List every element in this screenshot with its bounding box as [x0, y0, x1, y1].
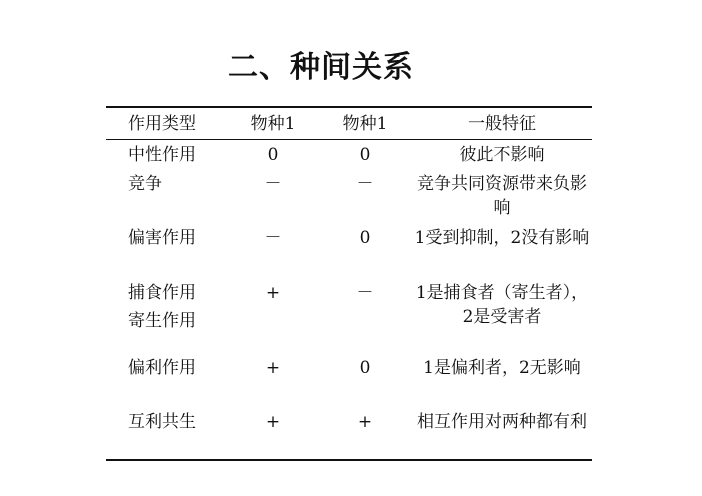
row-species-a: + — [265, 358, 281, 378]
header-type: 作用类型 — [128, 114, 196, 134]
row-species-b: － — [356, 283, 374, 303]
header-species-b: 物种1 — [342, 114, 388, 134]
row-species-b: 0 — [359, 228, 371, 248]
row-species-b: + — [357, 412, 373, 432]
row-type: 偏利作用 — [128, 358, 196, 378]
row-feature: 1是捕食者（寄生者），2是受害者 — [415, 283, 589, 327]
row-type: 互利共生 — [128, 412, 196, 432]
table-top-rule — [106, 106, 592, 108]
row-feature: 竞争共同资源带来负影响 — [417, 174, 587, 218]
row-feature: 彼此不影响 — [459, 145, 545, 165]
row-species-a: － — [264, 228, 282, 248]
row-species-a: + — [265, 283, 281, 303]
row-species-a: + — [265, 412, 281, 432]
row-type: 竞争 — [128, 174, 162, 194]
row-feature: 1是偏利者，2无影响 — [423, 358, 581, 378]
row-species-b: － — [356, 174, 374, 194]
row-feature: 相互作用对两种都有利 — [417, 412, 587, 432]
table-bottom-rule — [106, 459, 592, 461]
page-title: 二、种间关系 — [228, 50, 414, 85]
table-header-rule — [106, 139, 592, 140]
header-species-a: 物种1 — [250, 114, 296, 134]
row-type: 捕食作用 — [128, 283, 196, 303]
row-species-b: 0 — [359, 145, 371, 165]
row-species-a: － — [264, 174, 282, 194]
row-species-b: 0 — [359, 358, 371, 378]
row-type: 偏害作用 — [128, 228, 196, 248]
row-type: 中性作用 — [128, 145, 196, 165]
row-feature: 1受到抑制，2没有影响 — [414, 228, 590, 248]
row-species-a: 0 — [267, 145, 279, 165]
header-feature: 一般特征 — [468, 114, 536, 134]
row-type-secondary: 寄生作用 — [128, 311, 196, 331]
